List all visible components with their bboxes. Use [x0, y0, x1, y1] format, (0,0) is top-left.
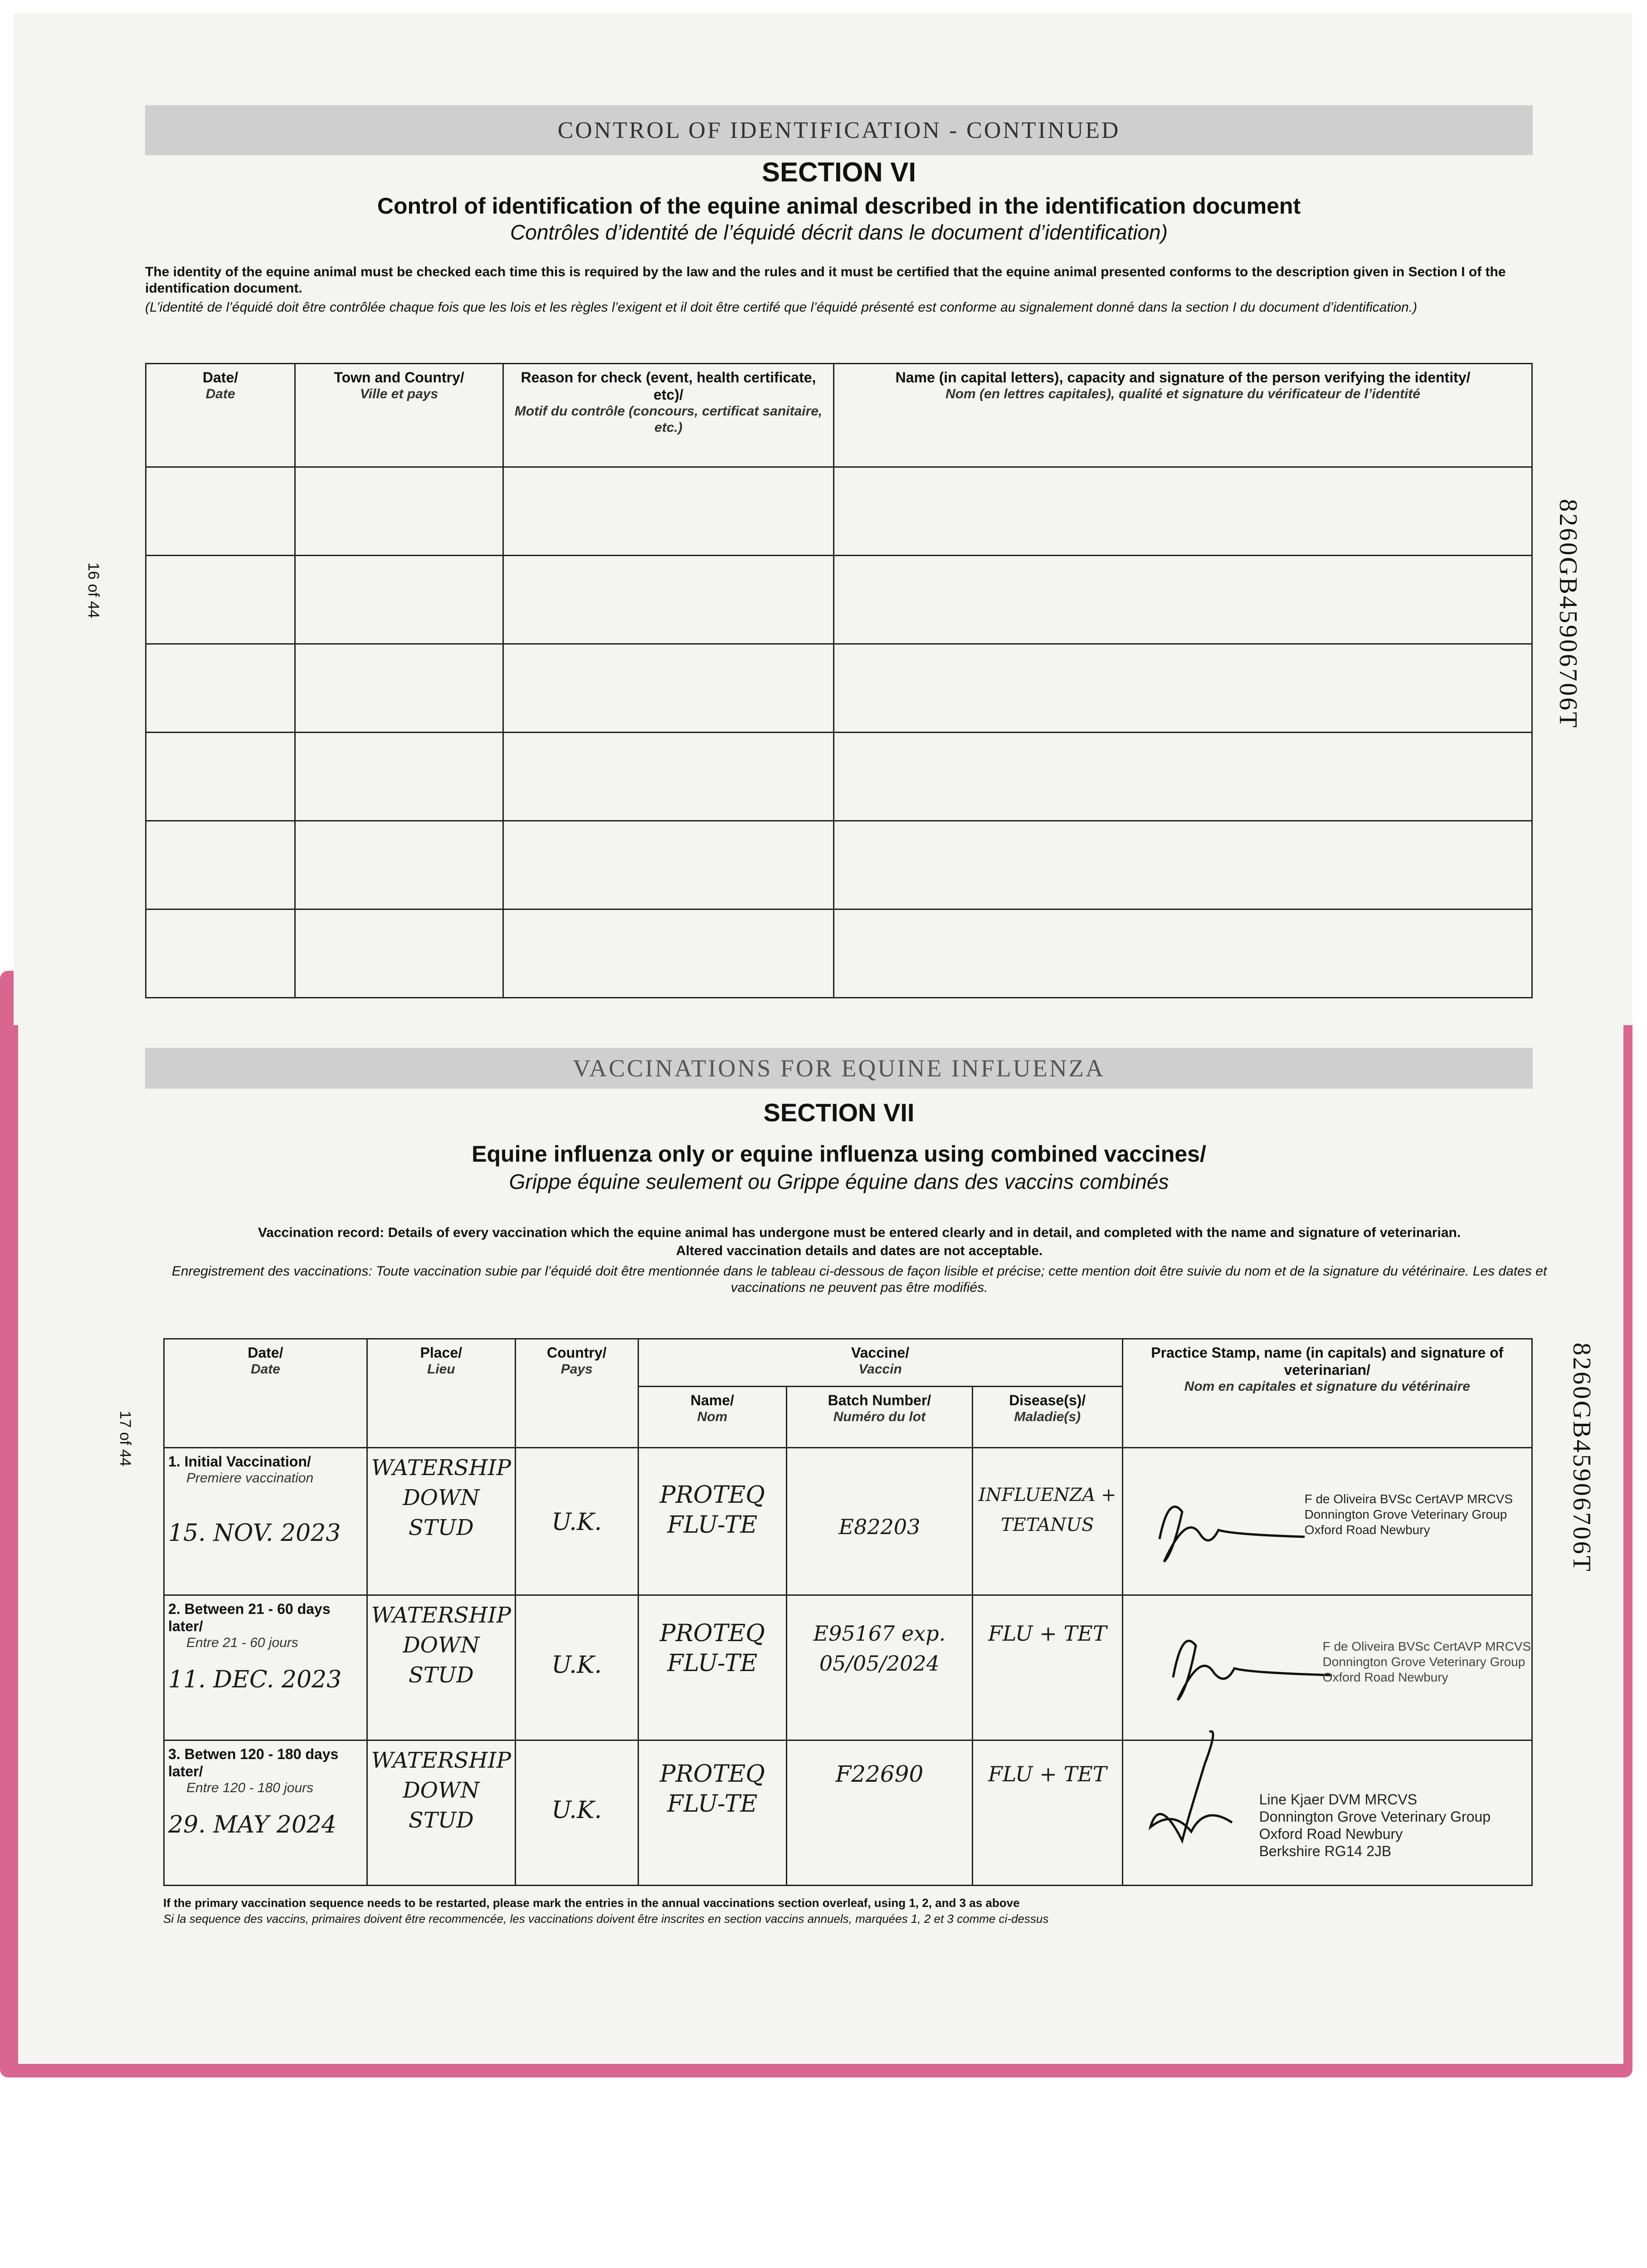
signature-icon	[1132, 1723, 1250, 1859]
signature-icon	[1150, 1618, 1341, 1709]
vaccination-country: U.K.	[551, 1509, 602, 1536]
table-row: 2. Between 21 - 60 days later/ Entre 21 - 60 jours 11. DEC. 2023 WATERSHIP DOWN STUD U.K. PROTEQ FLU-TE E95167 exp. 05/05/2024 FLU + TET F de Oliveira BVSc CertAVP MRCVS Donnington Grove Veterinary Group Oxford Road Newbury	[164, 1595, 1532, 1740]
row-label: 2. Between 21 - 60 days later/	[168, 1601, 331, 1634]
section-subtitle-en: Equine influenza only or equine influenza using combined vaccines/	[472, 1141, 1206, 1167]
intro-text-fr: (L’identité de l’équidé doit être contrôlée chaque fois que les lois et les règles l’exigent et il doit être certifé que l’équidé présenté est conforme au signalement donné dans la section I du document d’identification.)	[145, 300, 1418, 315]
table-row	[146, 733, 1532, 821]
practice-stamp: F de Oliveira BVSc CertAVP MRCVS Donnington Grove Veterinary Group Oxford Road Newbury	[1304, 1492, 1513, 1537]
section-band: VACCINATIONS FOR EQUINE INFLUENZA	[145, 1048, 1533, 1089]
row-label: 1. Initial Vaccination/	[168, 1453, 311, 1470]
col-vaccine-name: Name/ Nom	[638, 1387, 786, 1448]
row-label: 3. Betwen 120 - 180 days later/	[168, 1746, 339, 1779]
vaccination-table	[163, 1338, 1533, 1886]
intro-text-en: The identity of the equine animal must be checked each time this is required by the law and the rules and it must be certified that the equine animal presented conforms to the description given in Section I of the identification document.	[145, 264, 1506, 296]
table-row	[146, 821, 1532, 909]
table-row	[146, 909, 1532, 998]
footer-note-fr: Si la sequence des vaccins, primaires doivent être recommencée, les vaccinations doivent être inscrites en section vaccins annuels, marquées 1, 2 et 3 comme ci-dessus	[163, 1912, 1049, 1926]
col-batch: Batch Number/ Numéro du lot	[786, 1387, 972, 1448]
batch-number: F22690	[835, 1761, 924, 1787]
document-id: 8260GB45906706T	[1568, 1343, 1596, 1573]
vaccination-date: 15. NOV. 2023	[168, 1520, 341, 1547]
vaccination-date: 11. DEC. 2023	[168, 1666, 342, 1693]
section-subtitle-fr: Grippe équine seulement ou Grippe équine dans des vaccins combinés	[509, 1170, 1169, 1193]
col-date: Date/ Date	[146, 364, 295, 467]
col-disease: Disease(s)/ Maladie(s)	[972, 1387, 1122, 1448]
table-row	[146, 467, 1532, 556]
col-place: Place/ Lieu	[367, 1339, 515, 1448]
vaccination-place: WATERSHIP DOWN STUD	[371, 1748, 511, 1833]
table-row: 1. Initial Vaccination/ Premiere vaccination 15. NOV. 2023 WATERSHIP DOWN STUD U.K. PROTEQ FLU-TE E82203 INFLUENZA + TETANUS F de Oliveira BVSc CertAVP MRCVS Donnington Grove Veterinary Group Oxford Road Newbury	[164, 1448, 1532, 1595]
col-stamp: Practice Stamp, name (in capitals) and signature of veterinarian/ Nom en capitales et signature du vétérinaire	[1122, 1339, 1532, 1448]
record-text-fr: Enregistrement des vaccinations: Toute vaccination subie par l’équidé doit être mentionnée dans le tableau ci-dessous de façon lisible et précise; cette mention doit être suivie du nom et de la signature du vétérinaire. Les dates et vaccinations ne peuvent pas être modifiés.	[171, 1264, 1547, 1295]
vaccination-country: U.K.	[551, 1652, 602, 1679]
record-text-en-2: Altered vaccination details and dates are not acceptable.	[676, 1243, 1043, 1258]
section-band: CONTROL OF IDENTIFICATION - CONTINUED	[145, 105, 1533, 155]
batch-number: E95167 exp. 05/05/2024	[813, 1621, 946, 1676]
col-vaccine: Vaccine/ Vaccin	[638, 1339, 1122, 1387]
practice-stamp: Line Kjaer DVM MRCVS Donnington Grove Veterinary Group Oxford Road Newbury Berkshire RG14 2JB	[1259, 1791, 1491, 1859]
disease: INFLUENZA + TETANUS	[978, 1485, 1116, 1535]
col-town: Town and Country/ Ville et pays	[295, 364, 503, 467]
practice-stamp: F de Oliveira BVSc CertAVP MRCVS Donnington Grove Veterinary Group Oxford Road Newbury	[1322, 1639, 1531, 1684]
vaccine-name: PROTEQ FLU-TE	[659, 1481, 765, 1539]
col-date: Date/ Date	[164, 1339, 367, 1448]
vaccination-place: WATERSHIP DOWN STUD	[371, 1455, 511, 1540]
section-subtitle-fr: Contrôles d’identité de l’équidé décrit dans le document d’identification)	[510, 220, 1168, 244]
table-row	[146, 644, 1532, 733]
document-id: 8260GB45906706T	[1554, 499, 1582, 729]
record-text-en: Vaccination record: Details of every vaccination which the equine animal has undergone must be entered clearly and in detail, and completed with the name and signature of veterinarian.	[258, 1225, 1461, 1240]
section-title: SECTION VI	[761, 157, 916, 187]
vaccination-country: U.K.	[551, 1797, 602, 1824]
batch-number: E82203	[838, 1515, 921, 1539]
table-row: 3. Betwen 120 - 180 days later/ Entre 120 - 180 jours 29. MAY 2024 WATERSHIP DOWN STUD U.K. PROTEQ FLU-TE F22690 FLU + TET Line Kjaer DVM MRCVS Donnington Grove Veterinary Group Oxford Road Newbury Berkshire RG14 2JB	[164, 1740, 1532, 1886]
footer-note-en: If the primary vaccination sequence needs to be restarted, please mark the entries in the annual vaccinations section overleaf, using 1, 2, and 3 as above	[163, 1896, 1020, 1910]
col-country: Country/ Pays	[515, 1339, 638, 1448]
page-number: 17 of 44	[117, 1411, 134, 1466]
page-number: 16 of 44	[85, 562, 102, 618]
disease: FLU + TET	[988, 1621, 1107, 1646]
vaccine-name: PROTEQ FLU-TE	[659, 1760, 765, 1818]
identity-check-table	[145, 363, 1533, 998]
signature-icon	[1141, 1485, 1314, 1575]
col-reason: Reason for check (event, health certificate, etc)/ Motif du contrôle (concours, certificat sanitaire, etc.)	[503, 364, 834, 467]
disease: FLU + TET	[988, 1762, 1107, 1786]
section-title: SECTION VII	[763, 1098, 915, 1127]
vaccination-place: WATERSHIP DOWN STUD	[371, 1603, 511, 1688]
vaccine-name: PROTEQ FLU-TE	[659, 1620, 765, 1677]
section-subtitle-en: Control of identification of the equine animal described in the identification document	[377, 193, 1301, 219]
table-row	[146, 556, 1532, 644]
col-verifier: Name (in capital letters), capacity and signature of the person verifying the identity/ Nom (en lettres capitales), qualité et signature du vérificateur de l’identité	[834, 364, 1532, 467]
vaccination-date: 29. MAY 2024	[168, 1811, 337, 1838]
